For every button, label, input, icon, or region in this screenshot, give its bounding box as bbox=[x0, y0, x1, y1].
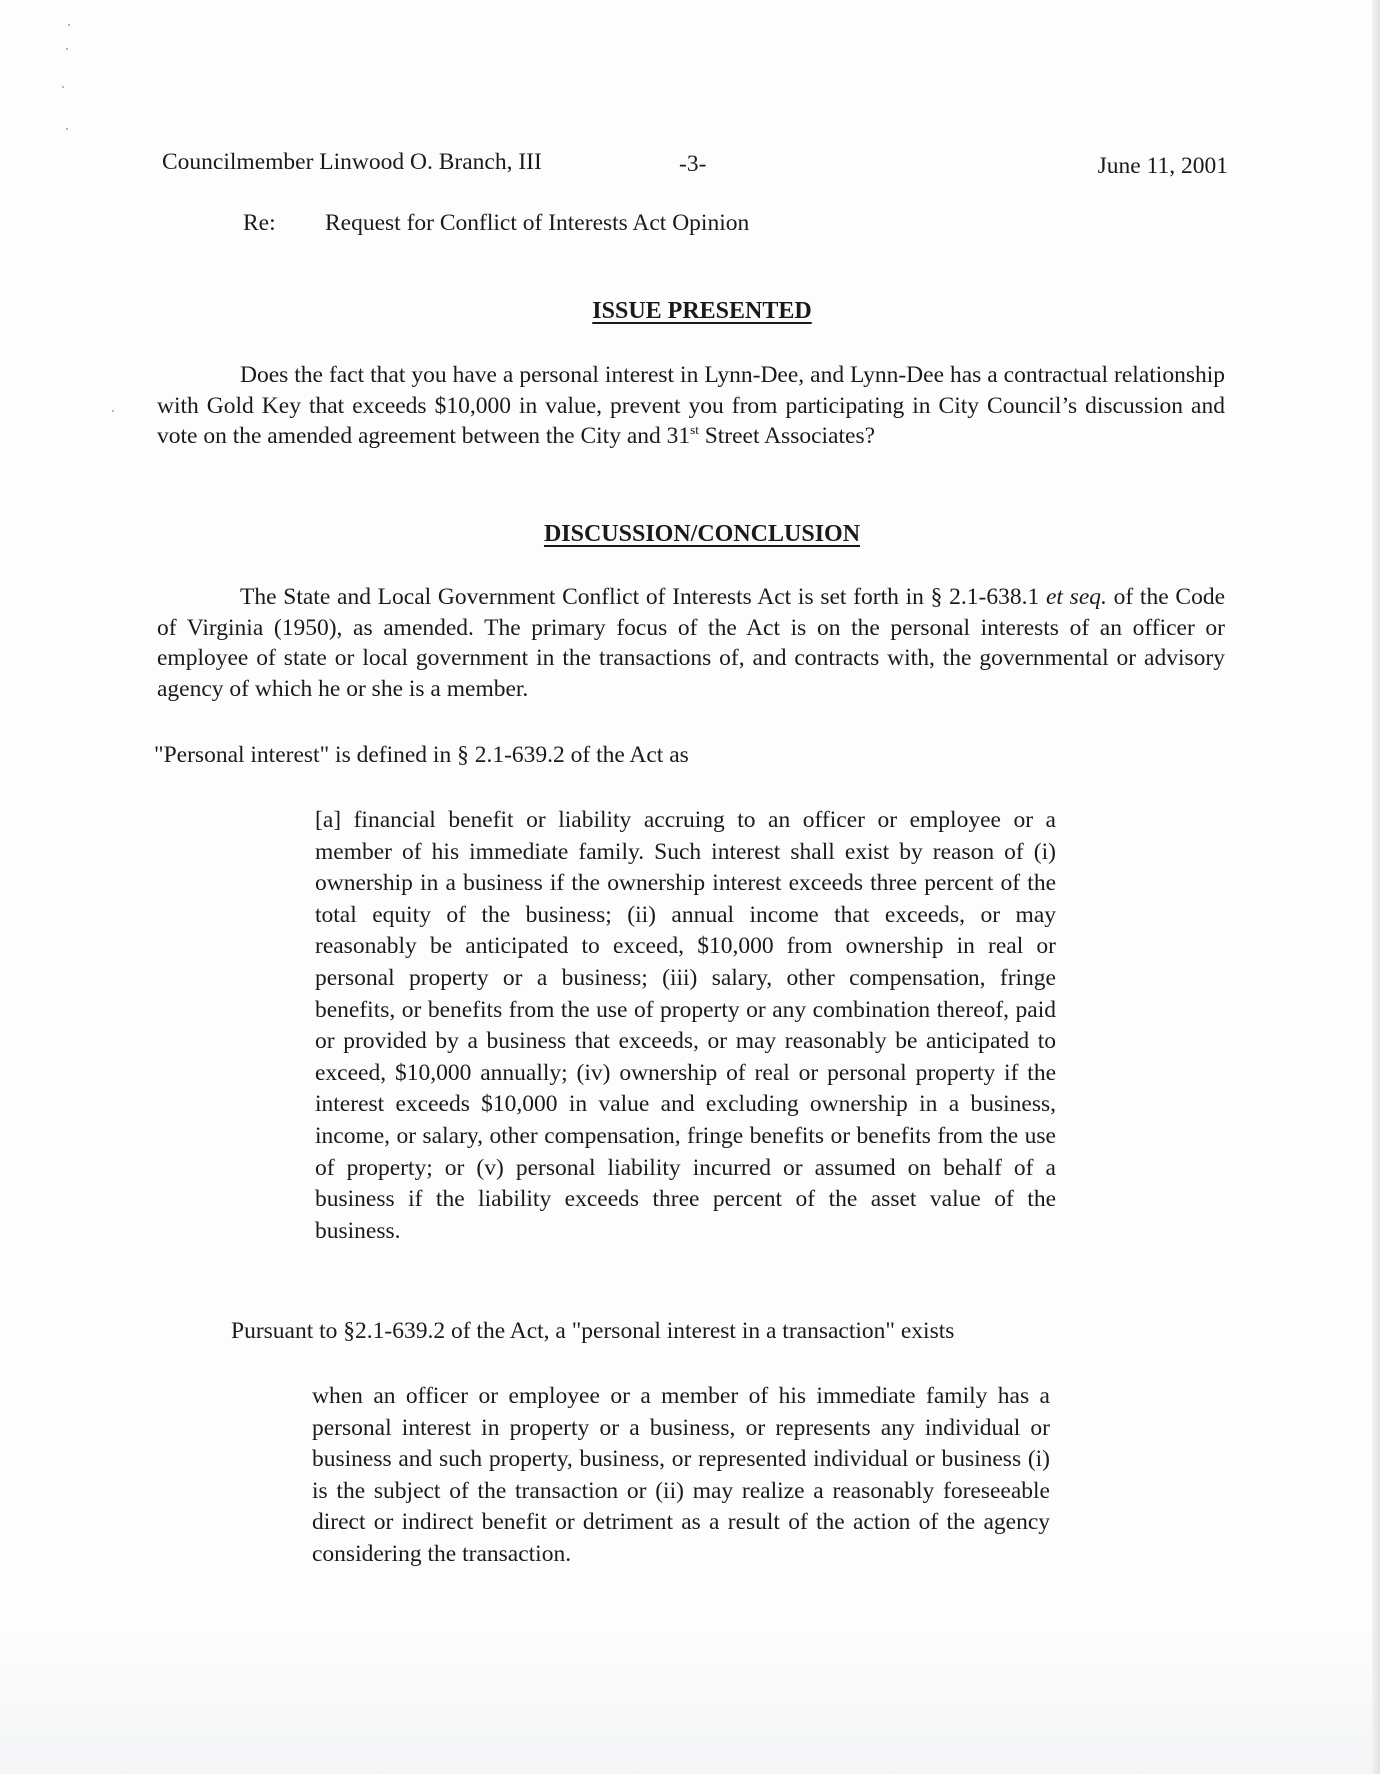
issue-text-end: Street Associates? bbox=[698, 423, 876, 449]
issue-text: Does the fact that you have a personal interest in Lynn-Dee, and Lynn-Dee has a contractual relationship with Gold Key that exceeds $10,000 in value, prevent you from participating in City Council’s discussion and vote on the amended agreement between the City and 31 bbox=[157, 362, 1225, 449]
discussion-text: The State and Local Government Conflict of Interests Act is set forth in § 2.1-638.1 bbox=[240, 584, 1046, 610]
re-subject: Request for Conflict of Interests Act Opinion bbox=[325, 210, 750, 236]
scan-speck bbox=[112, 410, 114, 412]
scan-shadow bbox=[0, 1624, 1380, 1774]
scan-speck bbox=[68, 24, 70, 26]
page-edge bbox=[1372, 0, 1380, 1774]
definition-intro: "Personal interest" is defined in § 2.1-639.2 of the Act as bbox=[154, 742, 689, 768]
discussion-text-end: of the Code of Virginia (1950), as amended. The primary focus of the Act is on the personal interests of an officer or employee of state or local government in the transactions of, and contracts with, the governmental or advisory agency of which he or she is a member. bbox=[157, 584, 1225, 702]
ordinal-superscript: st bbox=[690, 422, 699, 437]
et-seq-italic: et seq. bbox=[1045, 584, 1107, 610]
issue-heading: ISSUE PRESENTED bbox=[592, 298, 812, 324]
scan-speck bbox=[66, 48, 68, 50]
scan-speck bbox=[66, 128, 68, 130]
issue-paragraph bbox=[157, 360, 1225, 452]
scan-speck bbox=[62, 86, 64, 88]
definition-block-quote: [a] financial benefit or liability accruing to an officer or employee or a member of his immediate family. Such interest shall exist by reason of (i) ownership in a business if the ownership interest exceeds three percent of the total equity of the business; (ii) annual income that exceeds, or may reasonably be anticipated to exceed, $10,000 from ownership in real or personal property or a business; (iii) salary, other compensation, fringe benefits, or benefits from the use of property or any combination thereof, paid or provided by a business that exceeds, or may reasonably be anticipated to exceed, $10,000 annually; (iv) ownership of real or personal property if the interest exceeds $10,000 in value and excluding ownership in a business, income, or salary, other compensation, fringe benefits or benefits from the use of property; or (v) personal liability incurred or assumed on behalf of a business if the liability exceeds three percent of the asset value of the business. bbox=[315, 807, 1056, 1244]
header-page-number: -3- bbox=[679, 151, 707, 177]
transaction-block-quote: when an officer or employee or a member of his immediate family has a personal interest in property or a business, or represents any individual or business and such property, business, or represented individual or business (i) is the subject of the transaction or (ii) may realize a reasonably foreseeable direct or indirect benefit or detriment as a result of the action of the agency considering the transaction. bbox=[312, 1383, 1050, 1567]
re-label: Re: bbox=[243, 210, 276, 236]
transaction-intro: Pursuant to §2.1-639.2 of the Act, a "personal interest in a transaction" exists bbox=[231, 1318, 955, 1344]
header-date: June 11, 2001 bbox=[1097, 153, 1228, 179]
discussion-heading: DISCUSSION/CONCLUSION bbox=[543, 521, 861, 547]
discussion-paragraph bbox=[157, 582, 1225, 704]
header-recipient: Councilmember Linwood O. Branch, III bbox=[162, 149, 542, 175]
